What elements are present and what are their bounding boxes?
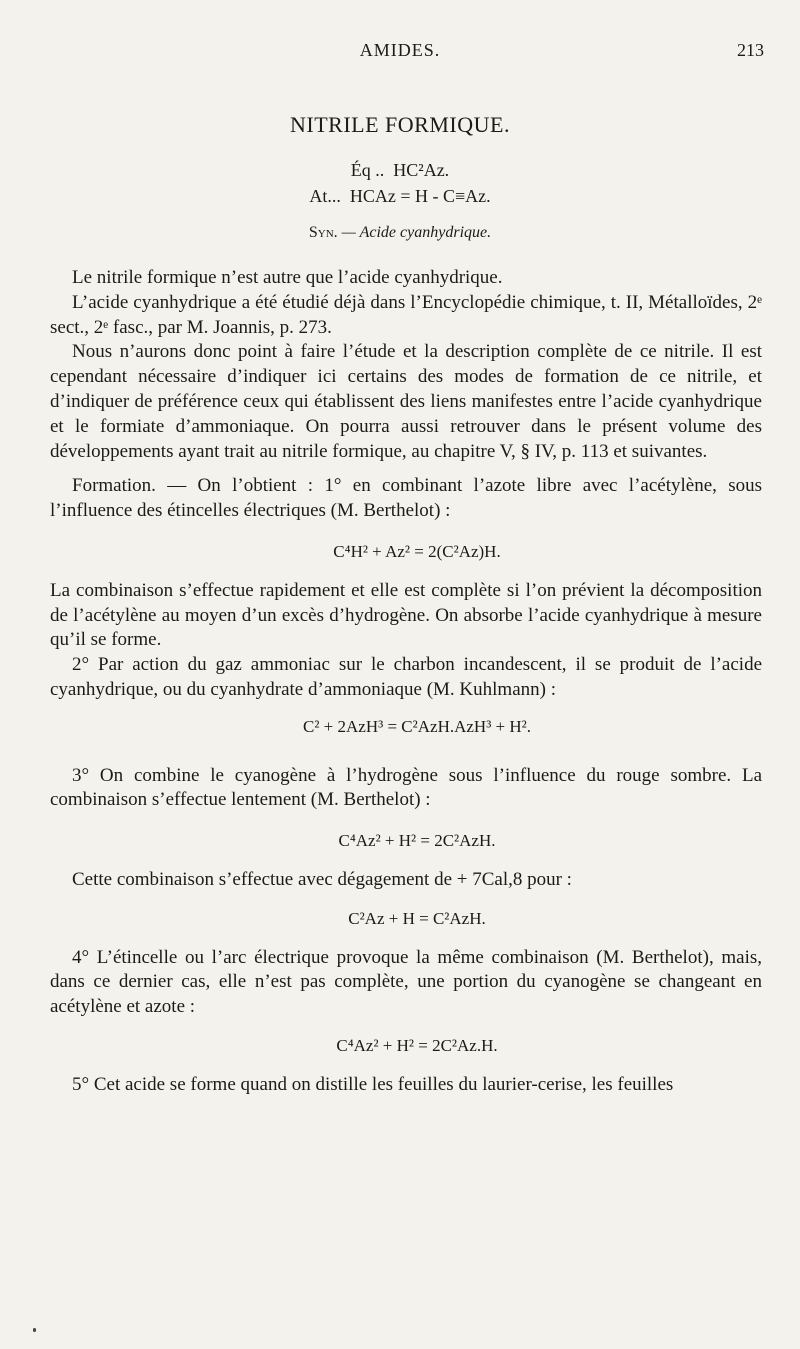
paragraph-intro: Le nitrile formique n’est autre que l’acide cyanhydrique.: [72, 267, 503, 288]
paragraph-encyclopedie: L’acide cyanhydrique a été étudié déjà dans l’Encyclopédie chimique, t. II, Métalloïdes, 2ᵉ sect., 2ᵉ fasc., par M. Joannis, p. 273.: [50, 291, 762, 338]
formula-eq-label: Éq ..: [350, 160, 385, 180]
section-heading: NITRILE FORMIQUE.: [290, 112, 510, 137]
paragraph-method-2: 2° Par action du gaz ammoniac sur le charbon incandescent, il se produit de l’acide cyanhydrique, ou du cyanhydrate d’ammoniaque (M. Kuhlmann) :: [50, 654, 762, 700]
running-head: [0, 40, 800, 70]
equation-3: C⁴Az² + H² = 2C²AzH.: [338, 831, 496, 851]
paragraph-combinaison: La combinaison s’effectue rapidement et elle est complète si l’on prévient la décomposition de l’acétylène au moyen d’un excès d’hydrogène. On absorbe l’acide cyanhydrique à mesure qu’il se forme.: [50, 579, 762, 651]
paragraph-formation: Formation. — On l’obtient : 1° en combinant l’azote libre avec l’acétylène, sous l’influence des étincelles électriques (M. Berthelot) :: [50, 475, 762, 522]
synonym-label: Syn.: [308, 224, 338, 241]
page-number: 213: [737, 40, 764, 60]
formula-eq-line: [0, 160, 800, 181]
formula-at-value: HCAz = H - C≡Az.: [349, 186, 491, 206]
running-head-title: AMIDES.: [359, 40, 441, 60]
paragraph-method-5: 5° Cet acide se forme quand on distille les feuilles du laurier-cerise, les feuilles: [72, 1073, 674, 1095]
paragraph-description: Nous n’aurons donc point à faire l’étude et la description complète de ce nitrile. Il est cependant nécessaire d’indiquer ici certains des modes de formation de ce nitrile, et d’indiquer de préférence ceux qui établissent des liens manifestes entre l’acide cyanhydrique et le formiate d’ammoniaque. On pourra aussi retrouver dans le présent volume des développements ayant trait au nitrile formique, au chapitre V, § IV, p. 113 et suivantes.: [50, 341, 762, 462]
paragraph-degagement: Cette combinaison s’effectue avec dégagement de + 7Cal,8 pour :: [72, 868, 572, 890]
paragraph-method-4: 4° L’étincelle ou l’arc électrique provoque la même combinaison (M. Berthelot), mais, dans ce dernier cas, elle n’est pas complète, une portion du cyanogène se changeant en acétylène et azote :: [50, 946, 762, 1018]
synonym-value: — Acide cyanhydrique.: [341, 224, 492, 241]
equation-5: C⁴Az² + H² = 2C²Az.H.: [336, 1035, 498, 1055]
equation-2: C² + 2AzH³ = C²AzH.AzH³ + H².: [303, 716, 531, 736]
formula-at-line: [0, 186, 800, 207]
formula-eq-value: HC²Az.: [393, 160, 450, 180]
synonym-line: [0, 224, 800, 242]
body-text: [50, 266, 762, 1098]
equation-1: C⁴H² + Az² = 2(C²Az)H.: [333, 541, 501, 561]
equation-4: C²Az + H = C²AzH.: [348, 908, 486, 928]
formula-at-label: At...: [309, 186, 341, 206]
page-speck: [33, 1328, 36, 1332]
paragraph-method-3: 3° On combine le cyanogène à l’hydrogène sous l’influence du rouge sombre. La combinaison s’effectue lentement (M. Berthelot) :: [50, 764, 762, 811]
